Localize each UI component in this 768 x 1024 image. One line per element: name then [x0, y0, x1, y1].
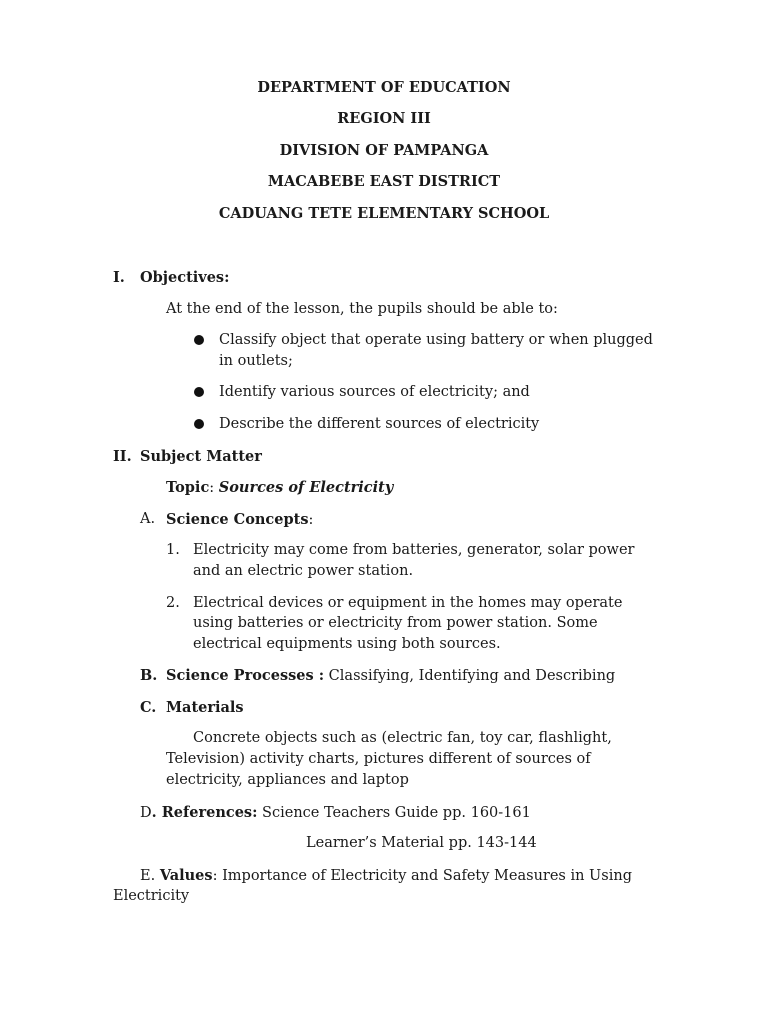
- bullet-icon: [194, 387, 204, 397]
- concept-2-number: 2.: [166, 595, 180, 611]
- references-heading: . References:: [151, 804, 258, 821]
- concepts-letter: A.: [140, 511, 156, 527]
- objective-item-3: Describe the different sources of electricity: [219, 416, 540, 432]
- materials-letter: C.: [140, 699, 157, 716]
- topic-value: Sources of Electricity: [218, 479, 394, 496]
- references-letter: D: [140, 805, 152, 821]
- subject-matter-numeral: II.: [113, 448, 132, 465]
- topic-line: [166, 477, 393, 499]
- header-division: DIVISION OF PAMPANGA: [279, 142, 489, 159]
- values-text-1: : Importance of Electricity and Safety Measures in Using: [212, 868, 632, 884]
- concept-2-line2: using batteries or electricity from power station. Some: [193, 615, 598, 631]
- concepts-heading-line: [166, 509, 313, 531]
- concept-1-line2: and an electric power station.: [193, 563, 414, 579]
- processes-line: [166, 665, 615, 687]
- concept-2-line3: electrical equipments using both sources.: [193, 636, 501, 652]
- values-text-2: Electricity: [113, 888, 190, 904]
- materials-line1: Concrete objects such as (electric fan, toy car, flashlight,: [193, 730, 612, 746]
- processes-value: Classifying, Identifying and Describing: [324, 668, 616, 684]
- header-region: REGION III: [337, 110, 431, 127]
- header-district: MACABEBE EAST DISTRICT: [267, 173, 501, 190]
- values-letter: E.: [140, 868, 160, 884]
- concept-2-line1: Electrical devices or equipment in the homes may operate: [193, 595, 623, 611]
- values-line: [140, 865, 632, 887]
- objectives-intro: At the end of the lesson, the pupils should be able to:: [166, 301, 558, 317]
- processes-heading: Science Processes :: [166, 667, 325, 684]
- values-heading: Values: [159, 867, 213, 884]
- materials-line3: electricity, appliances and laptop: [166, 772, 409, 788]
- bullet-icon: [194, 335, 204, 345]
- materials-line2: Television) activity charts, pictures different of sources of: [166, 751, 591, 767]
- processes-letter: B.: [140, 667, 158, 684]
- materials-heading: Materials: [166, 699, 244, 716]
- header-school: CADUANG TETE ELEMENTARY SCHOOL: [218, 205, 550, 222]
- references-value-2: Learner’s Material pp. 143-144: [306, 835, 537, 851]
- references-value-1: Science Teachers Guide pp. 160-161: [257, 805, 531, 821]
- subject-matter-heading: Subject Matter: [140, 448, 262, 465]
- objective-item-1-line1: Classify object that operate using battery or when plugged: [219, 332, 653, 348]
- concepts-colon: :: [308, 512, 314, 528]
- bullet-icon: [194, 419, 204, 429]
- topic-colon: :: [209, 480, 219, 496]
- references-line: [140, 802, 531, 824]
- header-department: DEPARTMENT OF EDUCATION: [257, 79, 511, 96]
- objectives-heading: Objectives:: [140, 269, 230, 286]
- objective-item-2: Identify various sources of electricity; and: [219, 384, 530, 400]
- topic-label: Topic: [166, 479, 210, 496]
- concepts-heading: Science Concepts: [166, 511, 309, 528]
- objective-item-1-line2: in outlets;: [219, 353, 293, 369]
- concept-1-number: 1.: [166, 542, 180, 558]
- objectives-numeral: I.: [113, 269, 125, 286]
- concept-1-line1: Electricity may come from batteries, generator, solar power: [193, 542, 635, 558]
